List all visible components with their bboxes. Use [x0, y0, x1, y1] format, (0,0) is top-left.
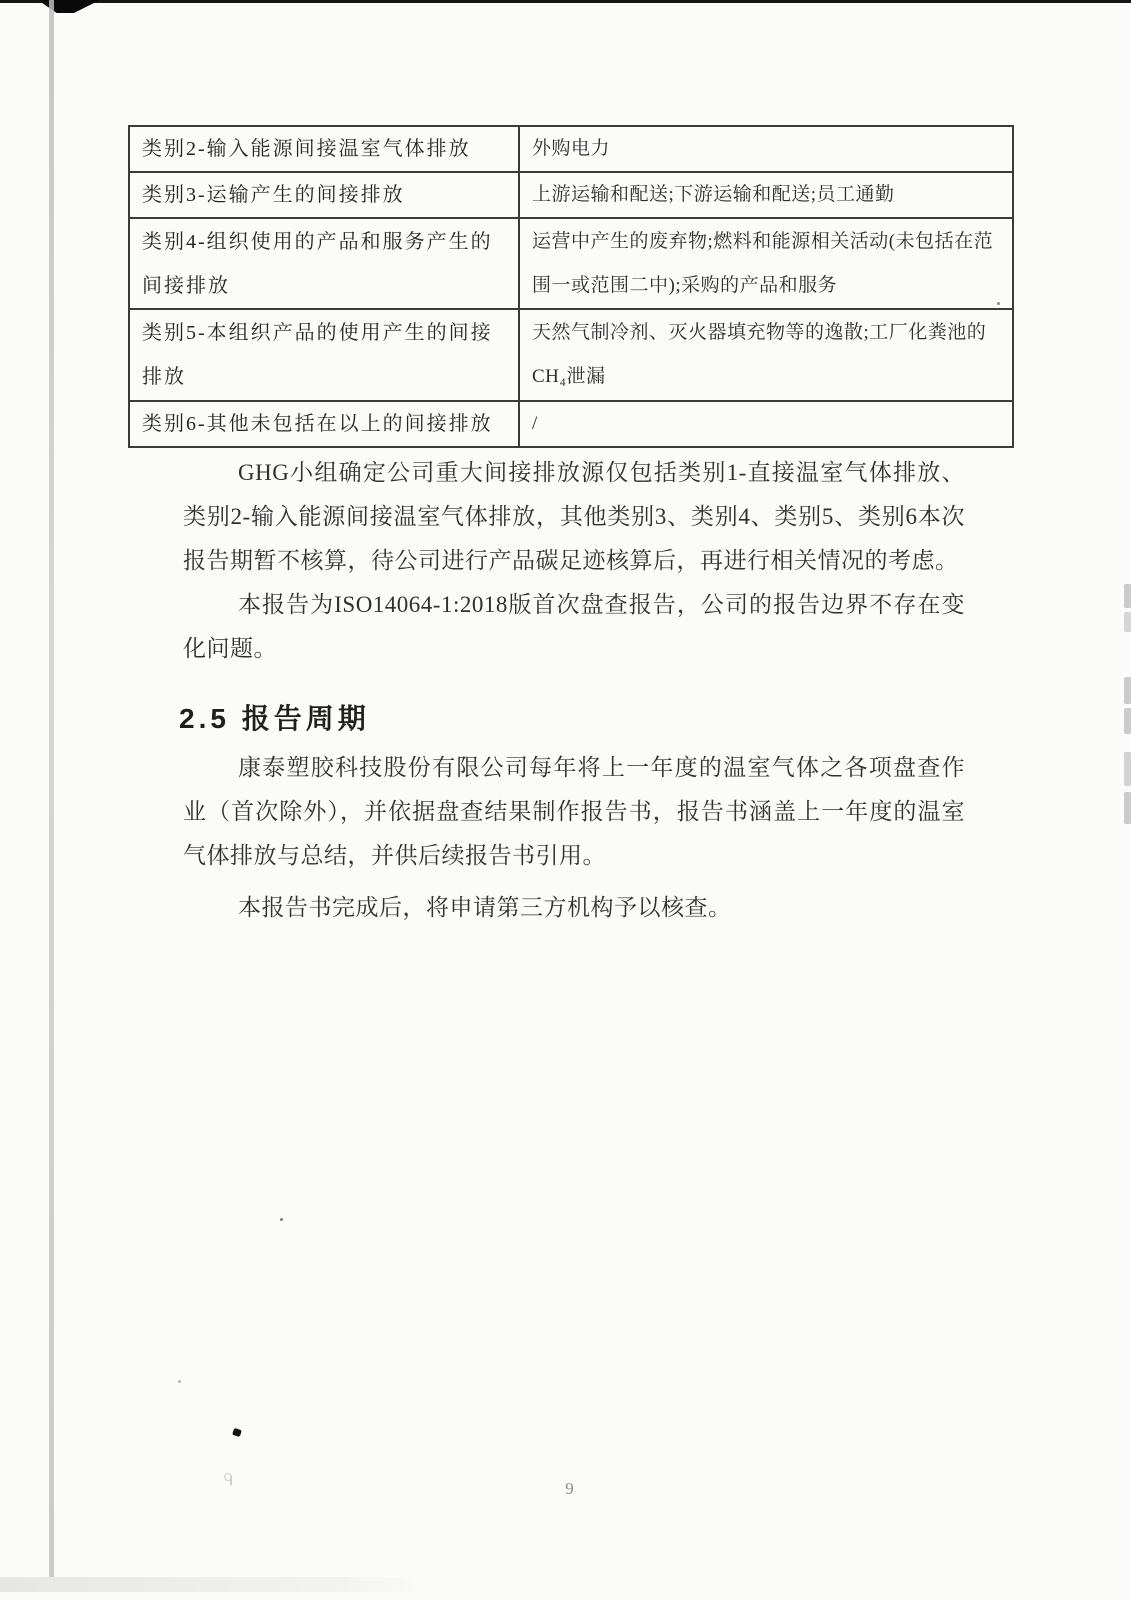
sources-cell: / [519, 401, 1013, 447]
scan-speck [280, 1218, 283, 1221]
scan-speck [232, 1428, 242, 1437]
table-row [129, 218, 1013, 309]
paragraph-ghg-scope: GHG小组确定公司重大间接排放源仅包括类别1-直接温室气体排放、类别2-输入能源间接温室气体排放，其他类别3、类别4、类别5、类别6本次报告期暂不核算，待公司进行产品碳足迹核算后，再进行相关情况的考虑。 [183, 460, 965, 573]
scan-speck [178, 1380, 181, 1383]
category-cell: 类别6-其他未包括在以上的间接排放 [129, 401, 519, 447]
scan-edge-bleedthrough [1124, 708, 1131, 734]
scan-corner-blob [38, 0, 100, 13]
category-cell: 类别3-运输产生的间接排放 [129, 172, 519, 218]
table-row [129, 172, 1013, 218]
category-cell: 类别5-本组织产品的使用产生的间接排放 [129, 309, 519, 401]
scan-binding-seam [49, 0, 54, 1580]
page-number: 9 [565, 1479, 575, 1498]
category-cell: 类别2-输入能源间接温室气体排放 [129, 126, 519, 172]
scan-edge-bleedthrough [1124, 792, 1131, 824]
category-cell: 类别4-组织使用的产品和服务产生的间接排放 [129, 218, 519, 309]
section-heading-2-5: 2.5 报告周期 [179, 703, 370, 734]
scan-bottom-shadow [0, 1577, 430, 1592]
sources-cell: 外购电力 [519, 126, 1013, 172]
scan-top-edge [0, 0, 1131, 3]
table-row [129, 309, 1013, 401]
scan-edge-bleedthrough [1124, 752, 1131, 786]
paragraph-report-cycle: 康泰塑胶科技股份有限公司每年将上一年度的温室气体之各项盘查作业（首次除外），并依据盘查结果制作报告书，报告书涵盖上一年度的温室气体排放与总结，并供后续报告书引用。 [183, 755, 965, 868]
scan-bleedthrough-mark [224, 1473, 233, 1486]
sources-cell: 天然气制冷剂、灭火器填充物等的逸散;工厂化粪池的CH₄泄漏 [519, 309, 1013, 401]
table-row [129, 126, 1013, 172]
table-row [129, 401, 1013, 447]
scan-edge-bleedthrough [1124, 612, 1131, 632]
sources-cell: 上游运输和配送;下游运输和配送;员工通勤 [519, 172, 1013, 218]
scan-edge-bleedthrough [1124, 584, 1131, 608]
paragraph-first-report: 本报告为ISO14064-1:2018版首次盘查报告，公司的报告边界不存在变化问题。 [183, 592, 965, 661]
sources-cell: 运营中产生的废弃物;燃料和能源相关活动(未包括在范围一或范围二中);采购的产品和服务 [519, 218, 1013, 309]
paragraph-third-party-verification: 本报告书完成后，将申请第三方机构予以核查。 [238, 895, 732, 920]
scan-edge-bleedthrough [1124, 677, 1131, 704]
ghg-categories-table [128, 125, 1014, 448]
